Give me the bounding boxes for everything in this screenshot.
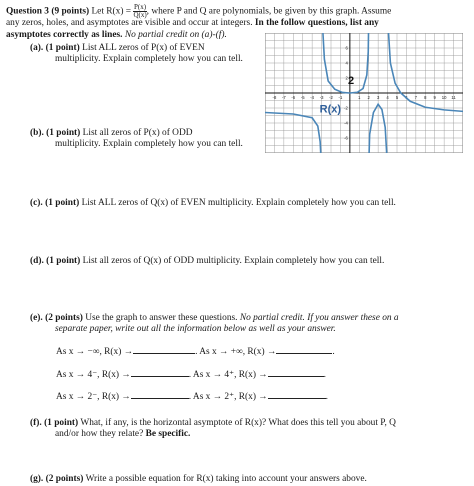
- x-tick-label: 8: [424, 95, 427, 100]
- y-tick-label: -2: [344, 105, 348, 111]
- limit-row-3: As x → 2⁻, R(x) → . As x → 2⁺, R(x) → .: [56, 392, 329, 402]
- y-tick-label: 6: [345, 45, 348, 51]
- question-header-line2: any zeros, holes, and asymptotes are visible and occur at integers. In the follow questions, list any: [6, 18, 379, 28]
- question-b: (b). (1 point) List all zeros of P(x) of ODD multiplicity. Explain completely how you can tell.: [30, 128, 243, 149]
- graph-of-r: [265, 33, 463, 153]
- x-tick-label: -5: [300, 95, 305, 100]
- x-tick-label: 9: [433, 95, 436, 100]
- x-tick-label: -3: [319, 95, 324, 100]
- question-e: (e). (2 points) Use the graph to answer these questions. No partial credit. If you answer these on a separate paper, write out all the information below as well as your answer.: [30, 313, 399, 334]
- y-tick-label: 2: [345, 75, 348, 81]
- x-tick-label: 2: [367, 95, 370, 100]
- y-tick-label: -4: [344, 120, 348, 126]
- question-f: (f). (1 point) What, if any, is the horizontal asymptote of R(x)? What does this tell you about P, Q and/or how they relate? Be specific.: [30, 418, 396, 439]
- question-title: Question 3 (9 points): [6, 6, 90, 17]
- question-c: (c). (1 point) List ALL zeros of Q(x) of EVEN multiplicity. Explain completely how you can tell.: [30, 198, 396, 208]
- x-tick-label: 5: [395, 95, 399, 100]
- limit-row-2: As x → 4⁻, R(x) → . As x → 4⁺, R(x) → .: [56, 370, 327, 380]
- y-tick-label: 4: [345, 60, 348, 66]
- x-tick-label: 4: [386, 95, 389, 100]
- graph-annotation: 2: [347, 75, 355, 87]
- x-tick-label: -1: [338, 95, 343, 100]
- answer-blank[interactable]: [268, 398, 326, 399]
- x-tick-label: 6: [405, 95, 408, 100]
- fraction: $\frac{P(x)}{Q(x)}$: [133, 3, 147, 19]
- answer-blank[interactable]: [268, 376, 324, 377]
- x-tick-label: -8: [272, 95, 277, 100]
- question-a: (a). (1 point) List ALL zeros of P(x) of EVEN multiplicity. Explain completely how you can tell.: [30, 43, 243, 64]
- answer-blank[interactable]: [131, 398, 189, 399]
- x-tick-label: 7: [414, 95, 418, 100]
- x-tick-label: 1: [358, 95, 361, 100]
- x-tick-label: 3: [376, 95, 380, 100]
- x-tick-label: -7: [281, 95, 286, 100]
- x-tick-label: 10: [441, 95, 447, 100]
- x-tick-label: -2: [329, 95, 333, 100]
- x-tick-label: -4: [310, 95, 315, 100]
- y-tick-label: -6: [344, 135, 348, 141]
- answer-blank[interactable]: [276, 353, 332, 354]
- graph-curve-label: R(x): [319, 103, 342, 116]
- limit-row-1: As x → −∞, R(x) → . As x → +∞, R(x) → .: [56, 347, 335, 357]
- answer-blank[interactable]: [133, 353, 195, 354]
- x-tick-label: -6: [291, 95, 296, 100]
- x-tick-label: 11: [451, 95, 456, 100]
- question-header-line1: Question 3 (9 points) Let R(x) = $\frac{P(x)}{Q(x)}$ , where P and Q are polynomials, be given by this graph. Assume: [6, 3, 392, 19]
- question-header-line3: asymptotes correctly as lines. No partial credit on (a)-(f).: [6, 30, 227, 40]
- question-g: (g). (2 points) Write a possible equation for R(x) taking into account your answers above.: [30, 474, 367, 484]
- answer-blank[interactable]: [131, 376, 189, 377]
- question-d: (d). (1 point) List all zeros of Q(x) of ODD multiplicity. Explain completely how you can tell.: [30, 256, 385, 266]
